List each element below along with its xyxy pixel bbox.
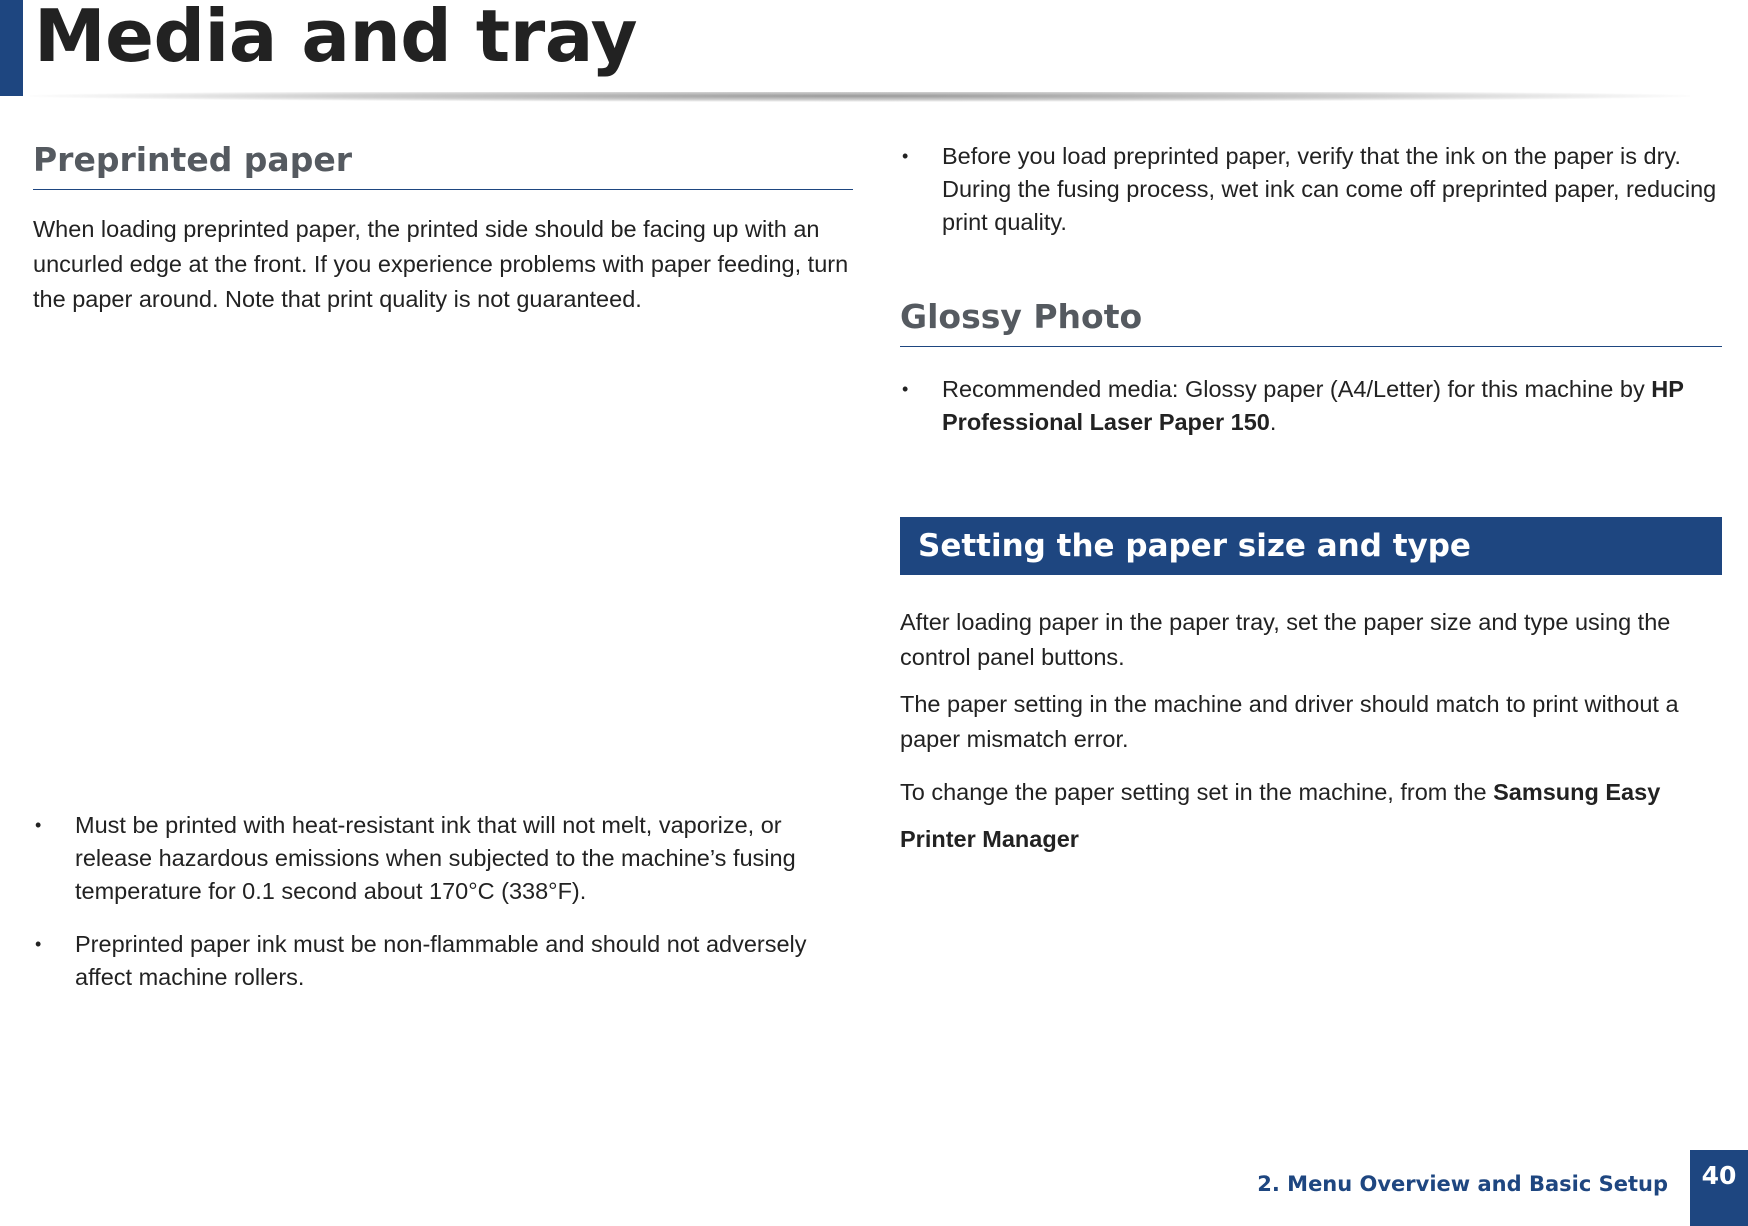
preprinted-bullet-list: [33, 809, 853, 994]
banner-heading: Setting the paper size and type: [918, 528, 1471, 564]
glossy-photo-heading: Glossy Photo: [900, 287, 1722, 347]
page-title: Media and tray: [34, 0, 638, 78]
bullet-item: • Preprinted paper ink must be non-flammable and should not adversely affect machine rollers.: [33, 928, 853, 994]
preprinted-paper-heading: Preprinted paper: [33, 130, 853, 190]
glossy-bullet-list: [900, 373, 1722, 439]
program-name: Samsung Easy Printer Manager: [900, 779, 1661, 852]
page-number: 40: [1690, 1150, 1748, 1226]
right-column: [900, 130, 1722, 863]
paragraph: The paper setting in the machine and driver should match to print without a paper mismatch error.: [900, 691, 1679, 752]
setting-paper-banner: [900, 517, 1722, 575]
footer-chapter: 2. Menu Overview and Basic Setup: [1257, 1172, 1668, 1196]
ink-dry-bullet-list: [900, 140, 1722, 239]
title-accent-bar: [0, 0, 23, 96]
preprinted-intro: When loading preprinted paper, the printed side should be facing up with an uncurled edge at the front. If you experience problems with paper feeding, turn the paper around. Note that print quality is not guaranteed.: [33, 216, 849, 312]
paragraph: After loading paper in the paper tray, set the paper size and type using the control panel buttons.: [900, 609, 1671, 670]
recommended-paper-name: HP Professional Laser Paper 150: [942, 376, 1684, 435]
title-divider: [30, 92, 1690, 102]
bullet-item: • Recommended media: Glossy paper (A4/Letter) for this machine by HP Professional Laser Paper 150.: [900, 373, 1722, 439]
bullet-item: • Must be printed with heat-resistant ink that will not melt, vaporize, or release hazardous emissions when subjected to the machine’s fusing temperature for 0.1 second about 170°C (338°F).: [33, 809, 853, 908]
paragraph: To change the paper setting set in the machine, from the Samsung Easy Printer Manager: [900, 779, 1661, 852]
bullet-item: • Before you load preprinted paper, verify that the ink on the paper is dry. During the fusing process, wet ink can come off preprinted paper, reducing print quality.: [900, 140, 1722, 239]
left-column: [33, 130, 853, 994]
